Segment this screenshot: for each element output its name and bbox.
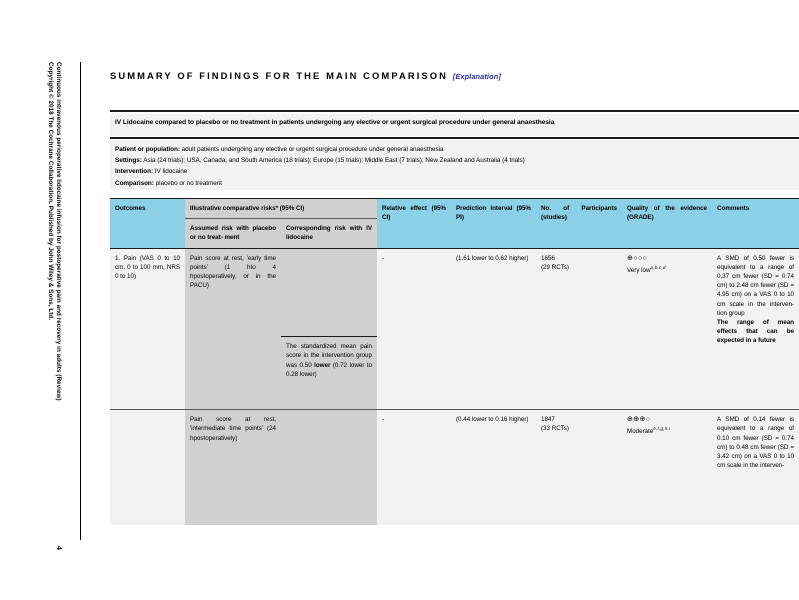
pico-label-population: Patient or population: <box>115 146 180 153</box>
col-subheader-corresponding-risk: Corresponding risk with IV lidocaine <box>281 219 377 248</box>
pico-row-intervention <box>115 166 795 177</box>
cell-assumed-risk-early: Pain score at rest, 'early time points' (1 hto 4 hpostoperatively, or in the PACU) <box>185 248 281 337</box>
col-header-prediction-interval: Prediction interval (95% PI) <box>451 199 536 249</box>
cell-participants-blank <box>536 337 622 410</box>
participants-studies-early: (29 RCTs) <box>541 263 569 271</box>
cell-corresponding-risk-smd <box>281 337 377 410</box>
grade-label-intermediate: Moderate <box>627 428 654 436</box>
cell-prediction-interval-intermediate: (0.44 lower to 0.16 higher) <box>451 410 536 526</box>
cell-participants-early <box>536 248 622 337</box>
explanation-link[interactable]: [Explanation] <box>452 72 501 81</box>
grade-symbols-moderate-icon: ⊕⊕⊕○ <box>627 416 651 424</box>
cell-prediction-interval-early: (1.61 lower to 0.62 higher) <box>451 248 536 337</box>
spine-citation-line2: Copyright © 2018 The Cochrane Collaboration. Published by John Wiley & Sons, Ltd. <box>47 62 55 321</box>
cell-corresponding-risk-intermediate <box>281 410 377 526</box>
cell-outcome-pain: 1. Pain (VAS 0 to 10 cm, 0 to 100 mm, NRS 0 to 10) <box>110 248 185 337</box>
col-header-participants: No. of Participants (studies) <box>536 199 622 249</box>
comments-paragraph-2-early: The range of mean effects that can be expected in a future <box>717 319 794 345</box>
pico-row-population <box>115 144 795 155</box>
grade-label-early: Very low <box>627 266 651 274</box>
pico-label-intervention: Intervention: <box>115 168 154 176</box>
cell-assumed-risk-intermediate: Pain score at rest, 'intermediate time points' (24 hpostoperatively) <box>185 410 281 526</box>
cell-outcome-continuation <box>110 337 185 410</box>
cell-comments-early <box>712 248 799 410</box>
table-row <box>110 248 799 337</box>
smd-text-post: (0.72 lower to 0.28 lower) <box>286 361 372 378</box>
cell-relative-effect-early: - <box>377 248 451 337</box>
pico-text <box>115 144 795 189</box>
grade-footnotes-early: a,b,c,d <box>650 264 666 270</box>
col-header-quality: Quality of the evidence (GRADE) <box>622 199 712 249</box>
page-spine <box>0 0 60 600</box>
table-row <box>110 410 799 526</box>
pico-value-population: adult patients undergoing any elective or urgent surgical procedure under general anaesthesia <box>179 146 444 153</box>
cell-assumed-risk-blank <box>185 337 281 410</box>
page-title-text: SUMMARY OF FINDINGS FOR THE MAIN COMPARISON <box>110 70 449 81</box>
page-number: 4 <box>55 546 62 550</box>
table-row <box>110 337 799 410</box>
col-header-outcomes: Outcomes <box>110 199 185 249</box>
pico-value-comparison: placebo or no treatment <box>153 179 222 187</box>
pico-label-settings: Settings: <box>115 157 142 165</box>
col-header-relative-effect: Relative effect (95% CI) <box>377 199 451 249</box>
pico-row-settings <box>115 155 795 166</box>
page-title <box>110 70 501 81</box>
comparison-banner-text: IV Lidocaine compared to placebo or no treatment in patients undergoing any elective or urgent surgical procedure under general anaesthesia <box>115 119 555 126</box>
col-header-illustrative-risks: Illustrative comparative risks* (95% CI) <box>185 199 377 219</box>
cell-quality-early <box>622 248 712 337</box>
pico-label-comparison: Comparison: <box>115 179 154 187</box>
cell-participants-intermediate <box>536 410 622 526</box>
comments-paragraph-1-early: A SMD of 0.50 fewer is equivalent to a range of 0.37 cm fewer (SD = 0.74 cm) to 2.48 cm fewer (SD = 4.95 cm) on a VAS 0 to 10 cm scale in the interven- tion group <box>717 254 794 317</box>
col-header-comments: Comments <box>712 199 799 249</box>
cell-quality-blank <box>622 337 712 410</box>
table-header-row <box>110 199 799 219</box>
grade-symbols-very-low-icon: ⊕○○○ <box>627 254 648 262</box>
smd-text-lower: lower <box>314 361 331 369</box>
col-subheader-assumed-risk: Assumed risk with placebo or no treat- ment <box>185 219 281 248</box>
cell-relative-effect-intermediate: - <box>377 410 451 526</box>
spine-rule <box>80 62 81 540</box>
summary-of-findings-table <box>110 198 799 525</box>
pico-row-comparison <box>115 178 795 189</box>
rule-under-banner <box>110 137 799 139</box>
participants-count-early: 1656 <box>541 254 555 262</box>
rule-top <box>110 110 799 112</box>
participants-studies-intermediate: (33 RCTs) <box>541 425 569 433</box>
cell-outcome-blank-2 <box>110 410 185 526</box>
cell-relative-effect-blank <box>377 337 451 410</box>
spine-citation-line1: Continuous intravenous perioperative lidocaine infusion for postoperative pain and recovery in adults (Review) <box>55 62 62 401</box>
page-content <box>100 0 799 600</box>
cell-quality-intermediate <box>622 410 712 526</box>
pico-value-settings: Asia (24 trials); USA, Canada, and South America (18 trials); Europe (15 trials); Middle East (7 trials); New Zealand and Australia (4 trials) <box>141 157 525 165</box>
cell-prediction-interval-blank <box>451 337 536 410</box>
cell-comments-intermediate: A SMD of 0.14 fewer is equivalent to a range of 0.10 cm fewer (SD = 0.74 cm) to 0.48 cm fewer (SD = 3.42 cm) on a VAS 0 to 10 cm scale in the interven- <box>712 410 799 526</box>
pico-value-intervention: IV lidocaine <box>153 168 188 176</box>
smd-text-pre: The standardized mean pain score in the intervention group was 0.50 <box>286 343 372 369</box>
participants-count-intermediate: 1847 <box>541 416 555 424</box>
grade-footnotes-intermediate: e,f,g,h,i <box>653 426 671 432</box>
cell-corresponding-risk-early <box>281 248 377 337</box>
spine-citation <box>46 62 62 540</box>
